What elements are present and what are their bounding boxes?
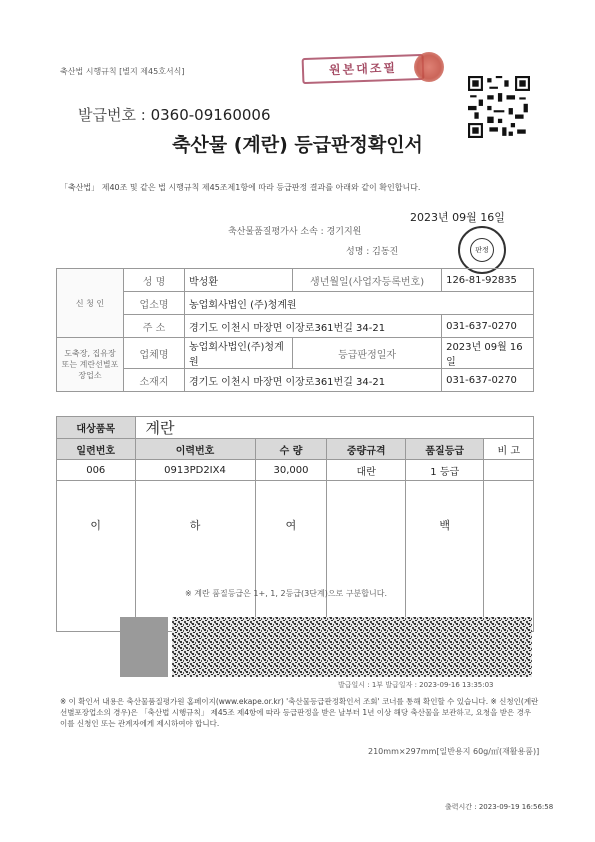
issue-number <box>78 104 271 125</box>
intro-text: 「축산법」 제40조 및 같은 법 시행규칙 제45조제1항에 따라 등급판정 결과를 아래와 같이 확인합니다. <box>60 183 421 192</box>
header-remarks: 비 고 <box>484 439 534 460</box>
product-value: 계란 <box>135 417 534 439</box>
workplace-business-value: 농업회사법인(주)청계원 <box>185 338 293 369</box>
applicant-side-label: 신 청 인 <box>57 269 124 338</box>
cell-grade: 1 등급 <box>405 460 484 481</box>
workplace-address-value: 경기도 이천시 마장면 이장로361번길 34-21 <box>185 369 442 392</box>
filler-cell: 하 <box>135 481 255 632</box>
red-seal-icon <box>414 52 444 82</box>
official-seal-icon <box>458 226 506 274</box>
form-number-note: 축산법 시행규칙 [별지 제45호서식] <box>60 67 185 76</box>
workplace-address-label: 소재지 <box>124 369 185 392</box>
name-label: 성 명 <box>124 269 185 292</box>
cell-quantity: 30,000 <box>255 460 327 481</box>
header-weight: 중량규격 <box>327 439 406 460</box>
table-row <box>57 292 534 315</box>
grade-note: ※ 계란 품질등급은 1+, 1, 2등급(3단계)으로 구분합니다. <box>185 589 387 598</box>
filler-cell <box>484 481 534 632</box>
address-label: 주 소 <box>124 315 185 338</box>
table-row <box>57 338 534 369</box>
table-row <box>57 269 534 292</box>
table-row <box>57 315 534 338</box>
judge-name: 성명 : 김동진 <box>346 247 399 257</box>
qr-code-icon <box>468 76 530 138</box>
document-title: 축산물 (계란) 등급판정확인서 <box>172 134 423 156</box>
judgement-date: 2023년 09월 16일 <box>410 211 505 224</box>
filler-cell: 이 <box>57 481 136 632</box>
workplace-date-label: 등급판정일자 <box>293 338 442 369</box>
phone-value: 031-637-0270 <box>442 315 534 338</box>
address-value: 경기도 이천시 마장면 이장로361번길 34-21 <box>185 315 442 338</box>
issue-number-value: 0360-09160006 <box>150 106 271 124</box>
table-row <box>57 369 534 392</box>
birth-value: 126-81-92835 <box>442 269 534 292</box>
items-table <box>56 416 534 632</box>
issue-meta: 발급일시 : 1부 발급일자 : 2023-09-16 13:35:03 <box>338 681 494 689</box>
business-label: 업소명 <box>124 292 185 315</box>
table-row <box>57 481 534 632</box>
original-verified-stamp: 원본대조필 <box>302 54 425 84</box>
birth-label: 생년월일(사업자등록번호) <box>293 269 442 292</box>
seal-inner-text: 판정 <box>470 238 494 262</box>
name-value: 박성환 <box>185 269 293 292</box>
cell-trace-number: 0913PD2IX4 <box>135 460 255 481</box>
header-serial: 일련번호 <box>57 439 136 460</box>
barcode-icon <box>120 617 532 677</box>
header-grade: 품질등급 <box>405 439 484 460</box>
print-time: 출력시간 : 2023-09-19 16:56:58 <box>445 803 554 811</box>
judge-affiliation: 축산물품질평가사 소속 : 경기지원 <box>228 227 362 237</box>
business-value: 농업회사법인 (주)청계원 <box>185 292 534 315</box>
workplace-side-label: 도축장, 집유장 또는 계란선별포장업소 <box>57 338 124 392</box>
cell-serial: 006 <box>57 460 136 481</box>
workplace-date-value: 2023년 09월 16일 <box>442 338 534 369</box>
filler-cell: 백 <box>405 481 484 632</box>
cell-weight: 대란 <box>327 460 406 481</box>
paper-size-note: 210mm×297mm[일반용지 60g/㎡(재활용품)] <box>368 747 540 756</box>
applicant-table <box>56 268 534 392</box>
table-row <box>57 417 534 439</box>
cell-remarks <box>484 460 534 481</box>
header-trace-number: 이력번호 <box>135 439 255 460</box>
filler-cell <box>327 481 406 632</box>
product-label: 대상품목 <box>57 417 136 439</box>
footnote: ※ 이 확인서 내용은 축산물품질평가원 홈페이지(www.ekape.or.kr) '축산물등급판정확인서 조회' 코너를 통해 확인할 수 있습니다. ※ 신청인(계란선별포장업소의 경우)은 「축산법 시행규칙」 제45조 제4항에 따라 등급판정을 받은 날부터 1년 이상 해당 축산물을 보관하고, 요청을 받은 경우 이를 신청인 또는 관계자에게 제시하여야 합니다. <box>60 697 539 728</box>
table-header-row <box>57 439 534 460</box>
header-quantity: 수 량 <box>255 439 327 460</box>
table-row <box>57 460 534 481</box>
filler-cell: 여 <box>255 481 327 632</box>
issue-number-label: 발급번호 : <box>78 106 146 124</box>
workplace-phone-value: 031-637-0270 <box>442 369 534 392</box>
workplace-business-label: 업체명 <box>124 338 185 369</box>
